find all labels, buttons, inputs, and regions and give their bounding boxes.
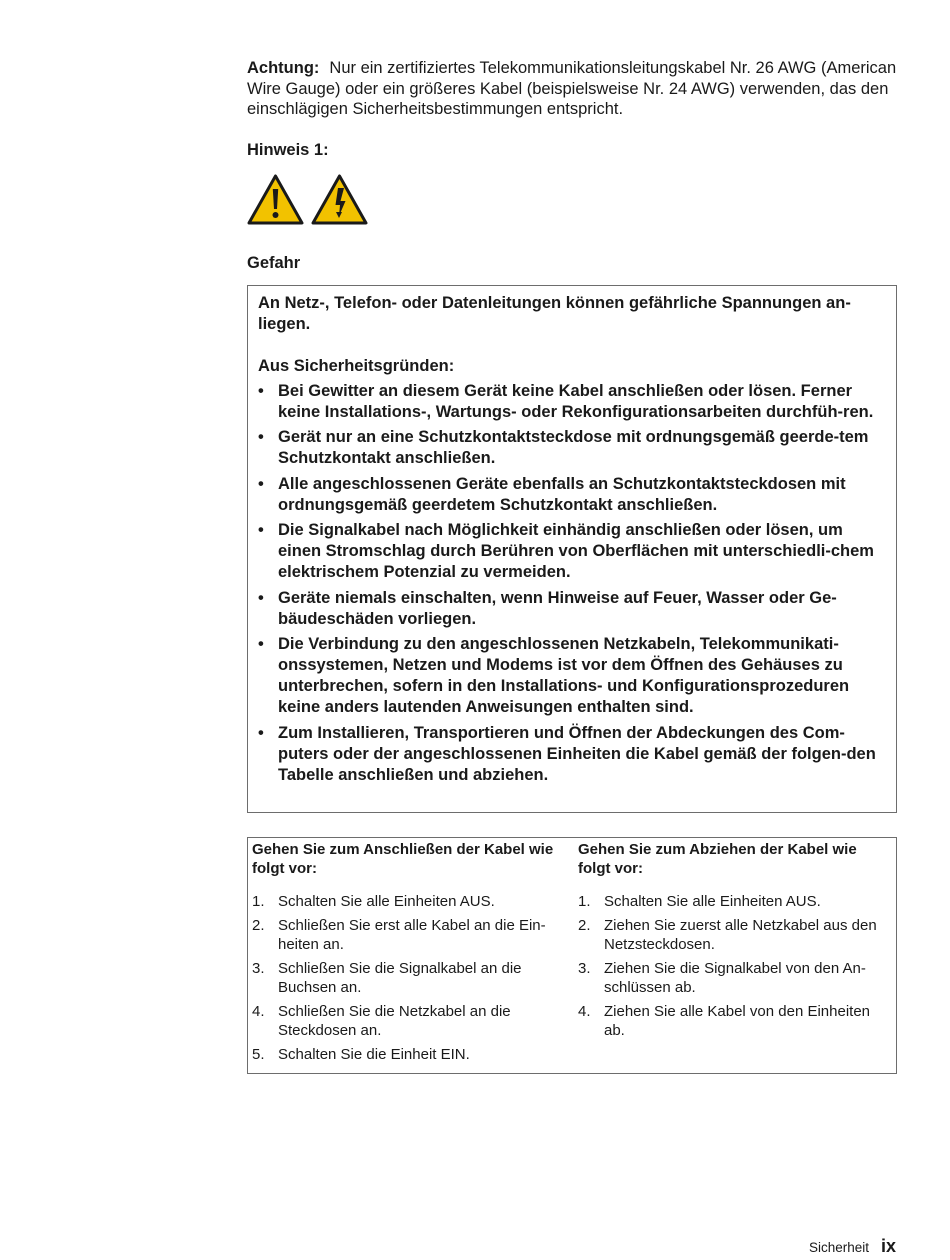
step-text: Ziehen Sie alle Kabel von den Einheiten ab. [604, 1003, 871, 1039]
safety-reasons-title: Aus Sicherheitsgründen: [258, 356, 455, 375]
list-item [578, 916, 884, 954]
step-text: Schalten Sie alle Einheiten AUS. [604, 893, 821, 910]
list-item: • Gerät nur an eine Schutzkontaktsteckdose mit ordnungsgemäß geerde-tem Schutzkontakt anschließen. [258, 427, 886, 469]
caution-text: Nur ein zertifiziertes Telekommunikationsleitungskabel Nr. 26 AWG (American Wire Gauge) oder ein größeres Kabel (beispielsweise Nr. 24 AWG) verwenden, das den einschlägigen Sicherheitsbestimmungen entspricht. [247, 59, 897, 118]
list-item [252, 1002, 570, 1040]
list-item: • Die Signalkabel nach Möglichkeit einhändig anschließen oder lösen, um einen Stromschlag durch Berühren von Oberflächen mit unterschiedli-chem elektrischem Potenzial zu vermeiden. [258, 520, 886, 583]
danger-intro: An Netz-, Telefon- oder Datenleitungen können gefährliche Spannungen an-liegen. [258, 293, 851, 333]
list-item: • Alle angeschlossenen Geräte ebenfalls an Schutzkontaktsteckdosen mit ordnungsgemäß geerdetem Schutzkontakt anschließen. [258, 474, 886, 516]
page-number: ix [880, 1236, 896, 1256]
step-number: 2. [252, 917, 265, 934]
connect-steps [252, 892, 570, 1064]
step-text: Schließen Sie erst alle Kabel an die Ein-heiten an. [278, 917, 546, 953]
section-name: Sicherheit [808, 1240, 869, 1255]
step-text: Schließen Sie die Signalkabel an die Buchsen an. [278, 960, 522, 996]
step-number: 1. [578, 893, 591, 910]
step-text: Schalten Sie die Einheit EIN. [278, 1046, 470, 1063]
caution-paragraph [247, 58, 897, 120]
general-warning-icon [247, 174, 304, 226]
step-number: 4. [252, 1003, 265, 1020]
disconnect-steps [578, 892, 884, 1040]
list-item [578, 1002, 884, 1040]
step-number: 1. [252, 893, 265, 910]
step-number: 2. [578, 917, 591, 934]
page-footer [809, 1236, 896, 1257]
list-item: • Die Verbindung zu den angeschlossenen Netzkabeln, Telekommunikati-onssystemen, Netzen und Modems ist vor dem Öffnen des Gehäuses zu unterbrechen, sofern in den Installations- und Konfigurationsprozeduren keine anders lautenden Anweisungen enthalten sind. [258, 634, 886, 718]
step-text: Ziehen Sie zuerst alle Netzkabel aus den Netzsteckdosen. [604, 917, 877, 953]
danger-box [247, 285, 897, 814]
step-number: 3. [578, 960, 591, 977]
list-item: • Zum Installieren, Transportieren und Öffnen der Abdeckungen des Com-puters oder der angeschlossenen Einheiten die Kabel gemäß der folgen-den Tabelle anschließen und abziehen. [258, 723, 886, 786]
warning-icons [247, 174, 897, 230]
notice-heading: Hinweis 1: [247, 140, 329, 159]
list-item [578, 959, 884, 997]
caution-label: Achtung: [247, 59, 320, 77]
danger-heading: Gefahr [247, 253, 301, 272]
step-text: Ziehen Sie die Signalkabel von den An-schlüssen ab. [604, 960, 866, 996]
step-text: Schließen Sie die Netzkabel an die Steckdosen an. [278, 1003, 511, 1039]
disconnect-column [574, 838, 896, 1069]
list-item: • Bei Gewitter an diesem Gerät keine Kabel anschließen oder lösen. Ferner keine Installations-, Wartungs- oder Rekonfigurationsarbeiten durchfüh-ren. [258, 381, 886, 423]
cable-procedure-table [247, 837, 897, 1074]
document-body [247, 58, 897, 1074]
connect-column [248, 838, 574, 1069]
list-item [252, 916, 570, 954]
list-item [252, 959, 570, 997]
step-number: 5. [252, 1046, 265, 1063]
connect-header: Gehen Sie zum Anschließen der Kabel wie folgt vor: [252, 841, 554, 877]
step-text: Schalten Sie alle Einheiten AUS. [278, 893, 495, 910]
list-item [252, 892, 570, 911]
disconnect-header: Gehen Sie zum Abziehen der Kabel wie folgt vor: [578, 841, 857, 877]
electrical-hazard-icon [311, 174, 368, 226]
step-number: 4. [578, 1003, 591, 1020]
list-item [252, 1045, 570, 1064]
list-item [578, 892, 884, 911]
list-item: • Geräte niemals einschalten, wenn Hinweise auf Feuer, Wasser oder Ge-bäudeschäden vorliegen. [258, 588, 886, 630]
safety-list [258, 381, 886, 786]
step-number: 3. [252, 960, 265, 977]
